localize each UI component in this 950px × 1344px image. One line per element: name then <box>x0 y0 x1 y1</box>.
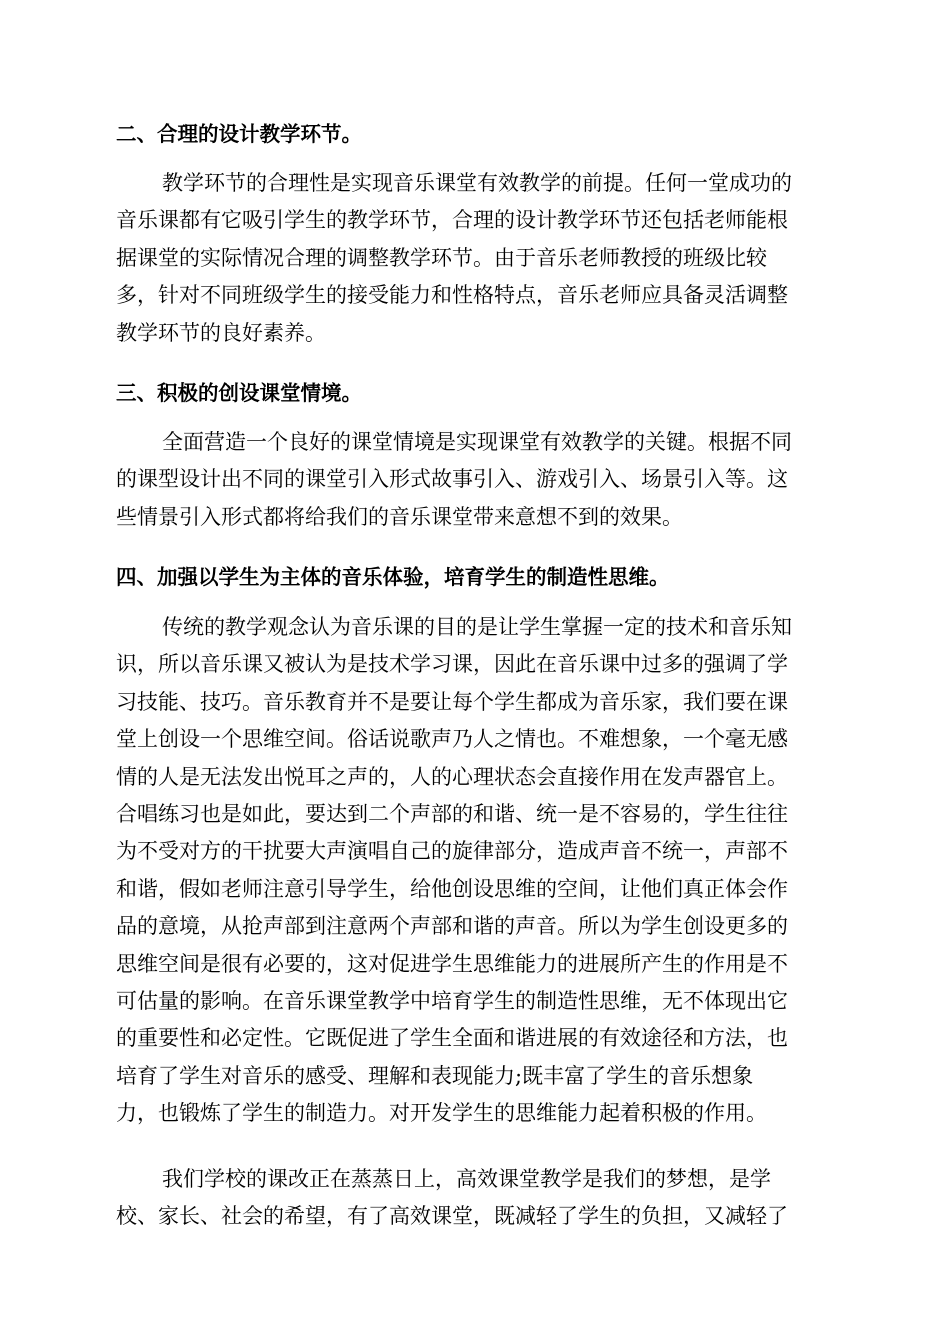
paragraph-line: 校、家长、社会的希望，有了高效课堂，既减轻了学生的负担，又减轻了 <box>116 1204 788 1229</box>
section-heading-3: 三、积极的创设课堂情境。 <box>116 381 362 405</box>
paragraph-line: 品的意境，从抢声部到注意两个声部和谐的声音。所以为学生创设更多的 <box>116 914 788 939</box>
section-heading-4: 四、加强以学生为主体的音乐体验，培育学生的制造性思维。 <box>116 565 670 589</box>
paragraph-line: 教学环节的良好素养。 <box>116 320 326 345</box>
section-paragraph-2 <box>116 165 836 352</box>
paragraph-line: 多，针对不同班级学生的接受能力和性格特点，音乐老师应具备灵活调整 <box>116 283 788 308</box>
paragraph-line: 可估量的影响。在音乐课堂教学中培育学生的制造性思维，无不体现出它 <box>116 988 788 1013</box>
paragraph-line: 据课堂的实际情况合理的调整教学环节。由于音乐老师教授的班级比较 <box>116 245 767 270</box>
paragraph-line: 思维空间是很有必要的，这对促进学生思维能力的进展所产生的作用是不 <box>116 951 788 976</box>
section-paragraph-3 <box>116 424 836 536</box>
paragraph-line: 识，所以音乐课又被认为是技术学习课，因此在音乐课中过多的强调了学 <box>116 652 788 677</box>
paragraph-line: 习技能、技巧。音乐教育并不是要让每个学生都成为音乐家，我们要在课 <box>116 689 788 714</box>
section-heading-2: 二、合理的设计教学环节。 <box>116 122 362 146</box>
paragraph-line: 些情景引入形式都将给我们的音乐课堂带来意想不到的效果。 <box>116 504 683 529</box>
paragraph-line: 力，也锻炼了学生的制造力。对开发学生的思维能力起着积极的作用。 <box>116 1101 767 1126</box>
paragraph-line: 全面营造一个良好的课堂情境是实现课堂有效教学的关键。根据不同 <box>162 430 792 454</box>
closing-paragraph <box>116 1161 836 1236</box>
paragraph-line: 传统的教学观念认为音乐课的目的是让学生掌握一定的技术和音乐知 <box>162 615 792 639</box>
paragraph-line: 的课型设计出不同的课堂引入形式故事引入、游戏引入、场景引入等。这 <box>116 467 788 492</box>
paragraph-line: 我们学校的课改正在蒸蒸日上，高效课堂教学是我们的梦想，是学 <box>162 1167 771 1191</box>
paragraph-line: 为不受对方的干扰要大声演唱自己的旋律部分，造成声音不统一，声部不 <box>116 839 788 864</box>
paragraph-line: 教学环节的合理性是实现音乐课堂有效教学的前提。任何一堂成功的 <box>162 171 792 195</box>
paragraph-line: 和谐，假如老师注意引导学生，给他创设思维的空间，让他们真正体会作 <box>116 876 788 901</box>
paragraph-line: 情的人是无法发出悦耳之声的，人的心理状态会直接作用在发声器官上。 <box>116 764 788 789</box>
paragraph-line: 培育了学生对音乐的感受、理解和表现能力;既丰富了学生的音乐想象 <box>116 1063 754 1088</box>
paragraph-line: 音乐课都有它吸引学生的教学环节，合理的设计教学环节还包括老师能根 <box>116 208 788 233</box>
paragraph-line: 堂上创设一个思维空间。俗话说歌声乃人之情也。不难想象，一个毫无感 <box>116 727 788 752</box>
paragraph-line: 合唱练习也是如此，要达到二个声部的和谐、统一是不容易的，学生往往 <box>116 801 788 826</box>
paragraph-line: 的重要性和必定性。它既促进了学生全面和谐进展的有效途径和方法，也 <box>116 1026 788 1051</box>
section-paragraph-4 <box>116 609 836 1132</box>
